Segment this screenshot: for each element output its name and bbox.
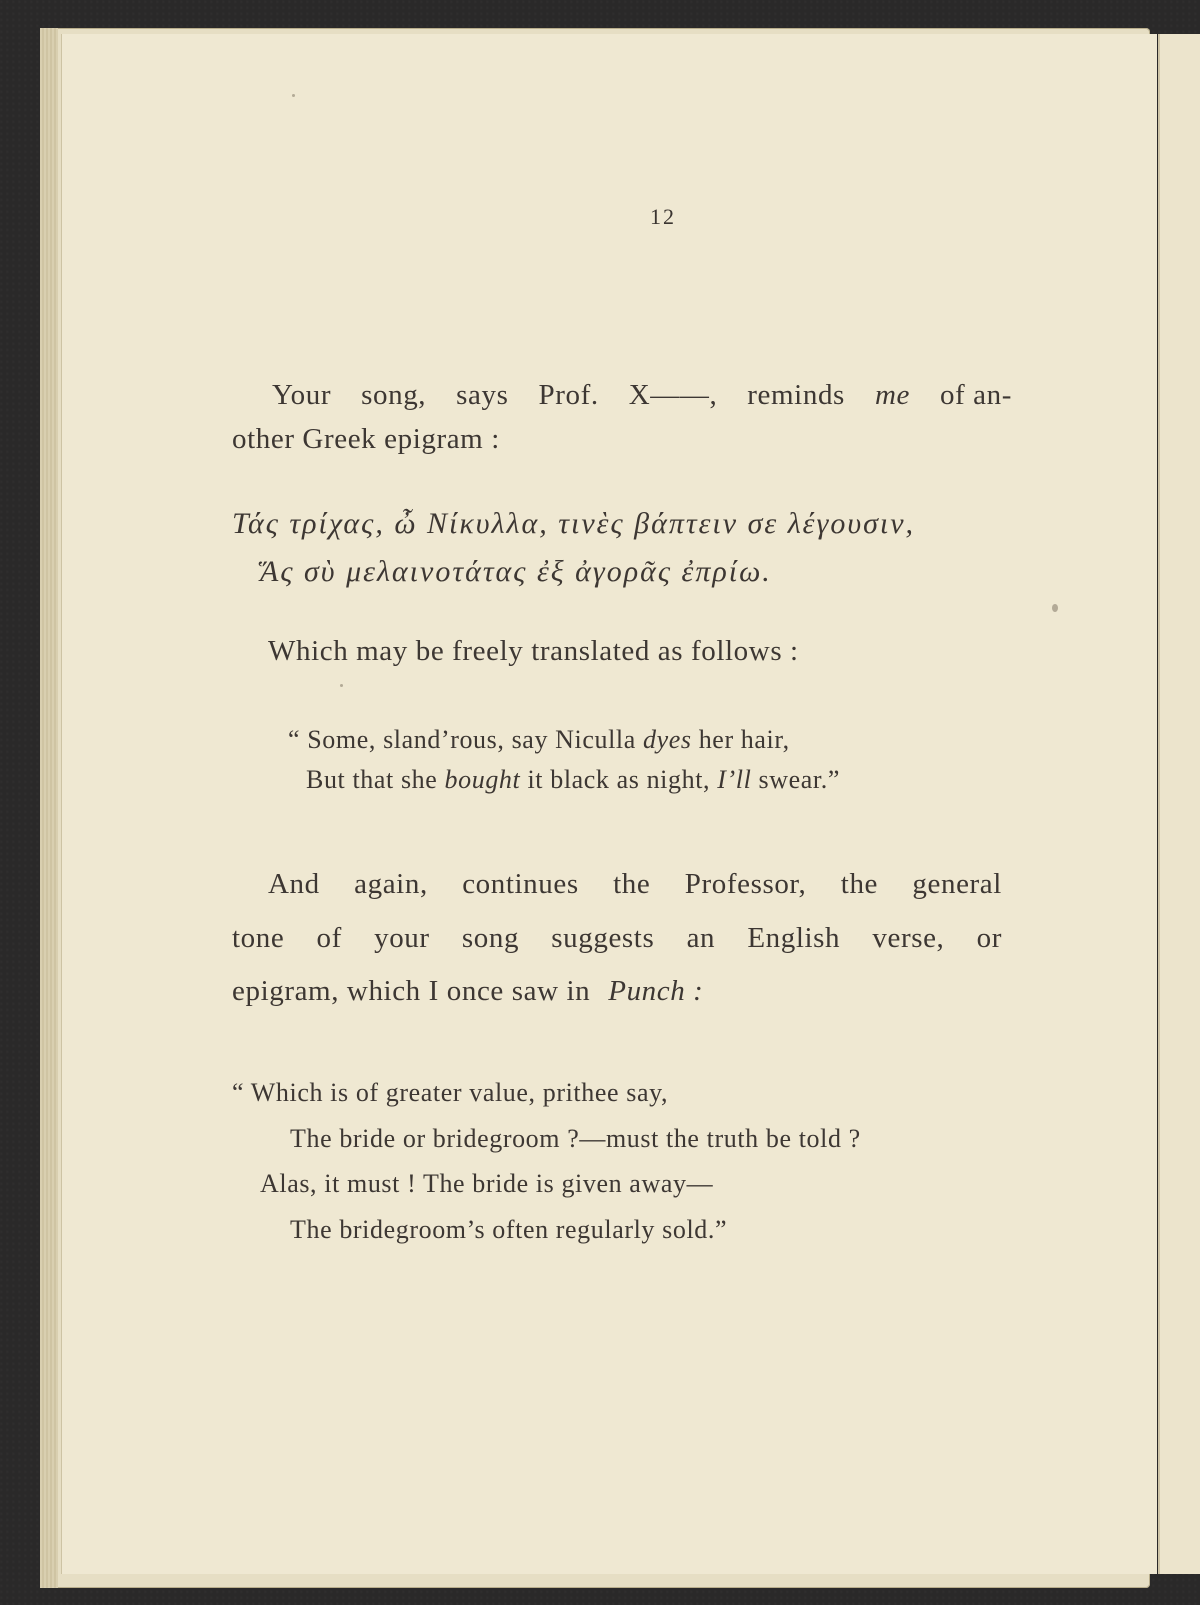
emphasis-me: me (874, 379, 910, 411)
word: tone (232, 921, 285, 954)
verse-2 (232, 1070, 861, 1252)
text-run: But that she (306, 765, 438, 795)
word: Prof. (538, 379, 599, 411)
word: again, (354, 868, 428, 900)
verse-2-line-4: The bridegroom’s often regularly sold.” (290, 1214, 728, 1244)
word: Your (272, 379, 332, 411)
emphasis-bought: bought (444, 765, 521, 795)
paragraph-1 (232, 374, 1012, 461)
verse-1-line-1 (288, 720, 840, 760)
verse-2-line-1: “ Which is of greater value, prithee say, (232, 1078, 669, 1107)
paragraph-1-line-1 (232, 374, 1012, 418)
word: reminds (747, 379, 845, 411)
greek-line-2: Ἅς σὺ μελαινοτάτας ἐξ ἀγορᾶς ἐπρίω. (260, 555, 772, 588)
greek-epigram (232, 500, 915, 596)
emphasis-ill: I’ll (717, 765, 752, 795)
text-run: epigram, which I once saw in (232, 975, 591, 1008)
paragraph-1-line-2: other Greek epigram : (232, 422, 500, 455)
word: verse, (872, 921, 945, 954)
word: general (912, 868, 1002, 900)
word: Professor, (684, 868, 807, 900)
word: the (613, 868, 651, 900)
verse-2-line-2: The bride or bridegroom ?—must the truth be told ? (290, 1123, 861, 1153)
paragraph-3 (232, 858, 1002, 1019)
word: says (456, 379, 509, 411)
paragraph-3-line-3 (232, 965, 1002, 1019)
paragraph-3-line-2 (232, 912, 1002, 966)
page-number: 12 (650, 204, 676, 229)
emphasis-dyes: dyes (642, 725, 692, 754)
paragraph-3-line-1 (232, 858, 1002, 912)
paragraph-2: Which may be freely translated as follows : (268, 635, 799, 667)
book-page (62, 34, 1157, 1574)
word: your (374, 921, 430, 954)
word: English (747, 921, 841, 954)
word: the (840, 868, 879, 900)
paper-speck (340, 684, 343, 687)
text-run: swear.” (758, 765, 840, 795)
word: of an- (939, 379, 1012, 411)
verse-2-line-3: Alas, it must ! The bride is given away— (260, 1169, 714, 1198)
verse-1-line-2 (288, 760, 840, 800)
word: song, (361, 379, 427, 411)
greek-line-1: Τάς τρίχας, ὦ Νίκυλλα, τινὲς βάπτειν σε λέγουσιν, (232, 507, 916, 540)
text-run: her hair, (698, 725, 790, 754)
word: an (686, 921, 716, 954)
emphasis-punch: Punch : (608, 975, 704, 1008)
page-edges (40, 28, 58, 1588)
verse-1 (288, 720, 840, 801)
word: And (268, 868, 320, 900)
word: X——, (628, 379, 718, 411)
text-run: it black as night, (527, 765, 711, 795)
word: of (316, 921, 342, 954)
word: suggests (551, 921, 655, 954)
paper-speck (1052, 604, 1058, 612)
paper-speck (292, 94, 295, 97)
text-run: “ Some, sland’rous, say Niculla (288, 725, 636, 754)
word: continues (462, 868, 579, 900)
facing-page-edge (1158, 34, 1200, 1574)
word: song (461, 921, 520, 954)
word: or (976, 921, 1002, 954)
